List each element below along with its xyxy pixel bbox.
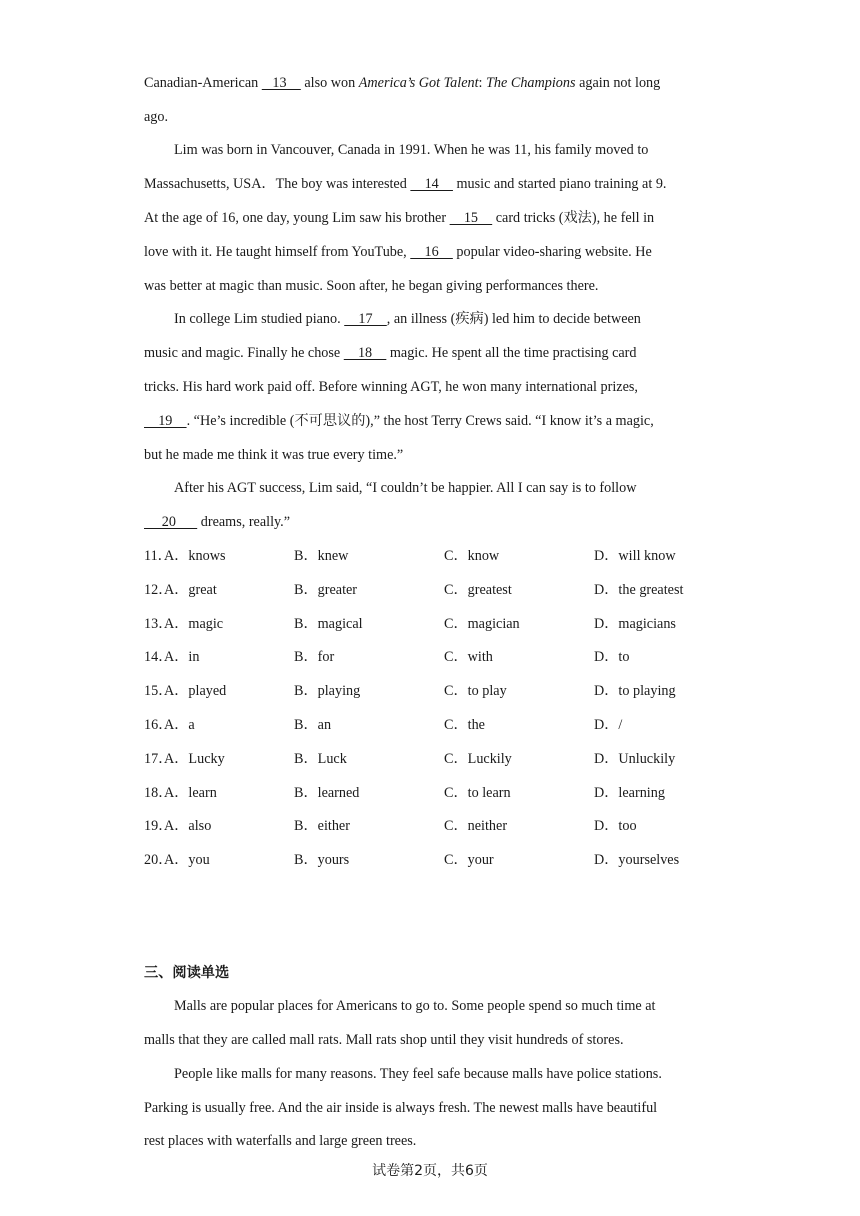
option-c[interactable]: C．with — [444, 649, 493, 666]
option-a[interactable]: A．also — [164, 818, 212, 835]
option-a[interactable]: A．a — [164, 717, 195, 733]
blank-18: 18 — [343, 345, 387, 361]
option-b[interactable]: B．an — [294, 717, 332, 733]
question-number: 16． — [144, 717, 173, 733]
option-c[interactable]: C．to play — [444, 683, 507, 700]
option-d[interactable]: D．to playing — [594, 683, 676, 700]
question-row — [144, 614, 724, 634]
option-c[interactable]: C．Luckily — [444, 750, 512, 767]
option-d[interactable]: D．yourselves — [594, 852, 680, 869]
question-number: 17． — [144, 750, 173, 767]
blank-20: 20 — [144, 514, 198, 530]
question-number: 12． — [144, 581, 173, 598]
question-number: 11． — [144, 548, 172, 564]
option-b[interactable]: B．learned — [294, 784, 360, 801]
question-row — [144, 816, 724, 836]
blank-17: 17 — [344, 311, 387, 327]
question-number: 14． — [144, 649, 173, 666]
question-row — [144, 580, 724, 600]
passage-line-6: love with it. He taught himself from YouTube, 16 popular video-sharing website. He — [144, 244, 652, 260]
option-b[interactable]: B．magical — [294, 615, 363, 632]
question-number: 19． — [144, 818, 173, 835]
passage-line-7: was better at magic than music. Soon after, he began giving performances there. — [144, 278, 599, 294]
option-c[interactable]: C．neither — [444, 818, 508, 835]
blank-13: 13 — [261, 75, 301, 91]
option-a[interactable]: A．Lucky — [164, 750, 225, 767]
option-c[interactable]: C．know — [444, 548, 500, 564]
passage-line-3: Lim was born in Vancouver, Canada in 1991. When he was 11, his family moved to — [174, 142, 649, 158]
passage-line-5: At the age of 16, one day, young Lim saw his brother 15 card tricks (戏法), he fell in — [144, 210, 655, 226]
option-d[interactable]: D．the greatest — [594, 581, 684, 598]
reading-line-1: Malls are popular places for Americans to go to. Some people spend so much time at — [174, 998, 656, 1014]
option-c[interactable]: C．to learn — [444, 784, 511, 801]
option-a[interactable]: A．in — [164, 649, 200, 666]
question-number: 18． — [144, 784, 173, 801]
passage-line-4: Massachusetts, USA．The boy was interested 14 music and started piano training at 9. — [144, 176, 667, 192]
blank-14: 14 — [410, 176, 453, 192]
question-row — [144, 546, 724, 566]
option-b[interactable]: B．Luck — [294, 750, 347, 767]
option-b[interactable]: B．knew — [294, 548, 349, 564]
passage-line-12: but he made me think it was true every time.” — [144, 447, 404, 463]
question-number: 15． — [144, 683, 173, 700]
option-b[interactable]: B．either — [294, 818, 350, 835]
option-a[interactable]: A．you — [164, 852, 210, 869]
question-row — [144, 681, 724, 701]
section-title: 三、阅读单选 — [144, 965, 230, 981]
question-row — [144, 715, 724, 735]
option-d[interactable]: D．Unluckily — [594, 750, 676, 767]
passage-line-11: 19 . “He’s incredible (不可思议的),” the host Terry Crews said. “I know it’s a magic, — [144, 413, 654, 429]
option-c[interactable]: C．greatest — [444, 581, 512, 598]
passage-line-1: Canadian-American 13 also won America’s Got Talent: The Champions again not long — [144, 75, 661, 91]
option-d[interactable]: D．/ — [594, 717, 623, 733]
option-d[interactable]: D．to — [594, 649, 630, 666]
option-c[interactable]: C．the — [444, 717, 485, 733]
option-a[interactable]: A．played — [164, 683, 227, 700]
option-a[interactable]: A．magic — [164, 615, 224, 632]
question-row — [144, 783, 724, 803]
question-row — [144, 850, 724, 870]
page-footer: 试卷第2页，共6页 — [372, 1163, 488, 1179]
reading-line-3: People like malls for many reasons. They feel safe because malls have police stations. — [174, 1066, 662, 1082]
question-number: 13． — [144, 615, 173, 632]
reading-line-2: malls that they are called mall rats. Mall rats shop until they visit hundreds of stores. — [144, 1032, 624, 1048]
passage-line-10: tricks. His hard work paid off. Before winning AGT, he won many international prizes, — [144, 379, 638, 395]
option-a[interactable]: A．knows — [164, 548, 226, 564]
blank-19: 19 — [144, 413, 187, 429]
option-a[interactable]: A．learn — [164, 784, 217, 801]
option-c[interactable]: C．your — [444, 852, 494, 869]
option-d[interactable]: D．will know — [594, 548, 676, 564]
passage-line-13: After his AGT success, Lim said, “I couldn’t be happier. All I can say is to follow — [174, 480, 637, 496]
option-a[interactable]: A．great — [164, 581, 217, 598]
reading-line-5: rest places with waterfalls and large green trees. — [144, 1133, 417, 1149]
blank-15: 15 — [449, 210, 493, 226]
passage-line-9: music and magic. Finally he chose 18 magic. He spent all the time practising card — [144, 345, 637, 361]
blank-16: 16 — [410, 244, 453, 260]
option-d[interactable]: D．learning — [594, 784, 665, 801]
option-b[interactable]: B．yours — [294, 852, 350, 869]
option-c[interactable]: C．magician — [444, 615, 520, 632]
passage-line-14: 20 dreams, really.” — [144, 514, 291, 530]
option-b[interactable]: B．for — [294, 649, 335, 666]
option-b[interactable]: B．greater — [294, 581, 358, 598]
option-d[interactable]: D．magicians — [594, 615, 676, 632]
question-row — [144, 647, 724, 667]
passage-line-8: In college Lim studied piano. 17 , an illness (疾病) led him to decide between — [174, 311, 641, 327]
question-row — [144, 749, 724, 769]
option-b[interactable]: B．playing — [294, 683, 361, 700]
question-number: 20． — [144, 852, 173, 869]
passage-line-2: ago. — [144, 109, 169, 125]
option-d[interactable]: D．too — [594, 818, 637, 835]
reading-line-4: Parking is usually free. And the air inside is always fresh. The newest malls have beautiful — [144, 1100, 658, 1116]
